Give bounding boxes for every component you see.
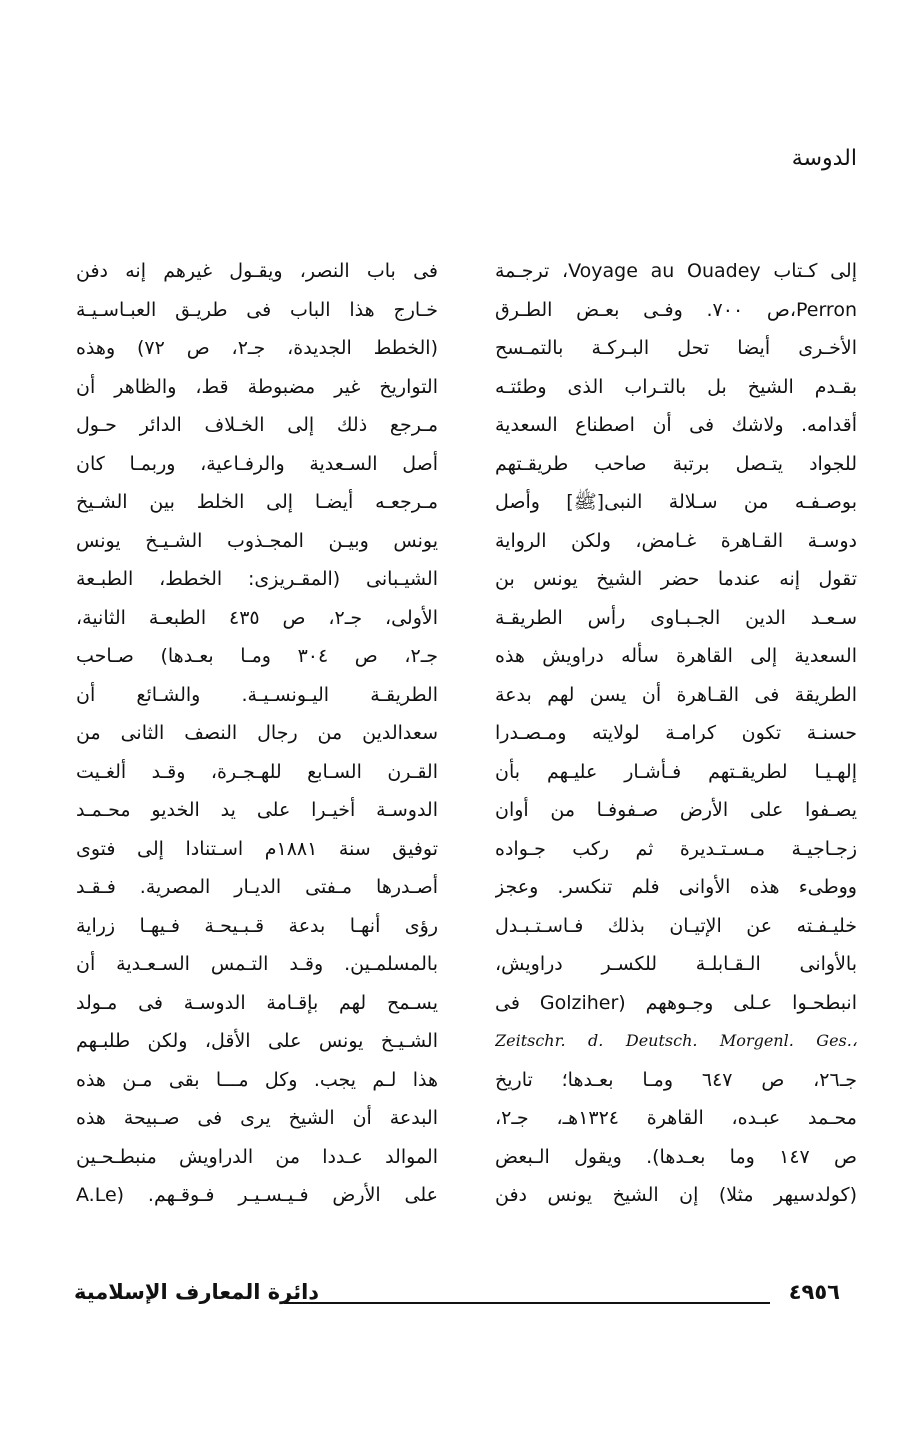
text-line: يسـمح لهم بإقـامة الدوسـة فى مـولد	[76, 991, 438, 1014]
left-column	[76, 252, 438, 1215]
text-line: يصـفوا على الأرض صـفوفـا من أوان	[495, 799, 857, 821]
text-line: الطريقة فى القـاهرة أن يسن لهم بدعة	[495, 683, 857, 706]
text-line: الأولى، جـ٢، ص ٤٣٥ الطبعـة الثانية،	[76, 606, 438, 629]
text-line: دوسـة القـاهرة غـامض، ولكن الرواية	[495, 529, 857, 552]
text-line: السعدية إلى القاهرة سأله دراويش هذه	[495, 645, 857, 667]
text-line: Perron،ص ٧٠٠. وفـى بعـض الطـرق	[495, 298, 857, 321]
text-line: خليـفـته عن الإتيـان بذلك فـاسـتـبـدل	[495, 914, 857, 937]
text-line: الشـيـخ يونس على الأقل، ولكن طلبـهم	[76, 1030, 438, 1052]
text-line: سـعـد الدين الجـبـاوى رأس الطريقـة	[495, 606, 857, 629]
text-line: أصل السـعدية والرفـاعية، وربمـا كان	[76, 452, 438, 475]
text-line: القـرن السـابع للهـجـرة، وقـد ألغـيت	[76, 760, 438, 783]
text-line: خـارج هذا الباب فى طريـق العبـاسـيـة	[76, 298, 438, 321]
text-line: أقدامه. ولاشك فى أن اصطناع السعدية	[495, 414, 857, 436]
text-line: بالأوانى الـقـابلـة للكسـر دراويش،	[495, 953, 857, 975]
right-column	[495, 252, 857, 1215]
text-line: تقول إنه عندما حضر الشيخ يونس بن	[495, 568, 857, 590]
text-line: (كولدسيهر مثلا) إن الشيخ يونس دفن	[495, 1184, 857, 1206]
text-line: أصـدرها مـفتى الديـار المصرية. فـقـد	[76, 876, 438, 898]
text-line: إلهـيـا لطريقـتهم فـأشـار عليـهم بأن	[495, 760, 857, 783]
text-line: فى باب النصر، ويقـول غيرهم إنه دفن	[76, 260, 438, 282]
text-line: الأخـرى أيضا تحل البـركـة بالتمـسح	[495, 337, 857, 359]
text-line: رؤى أنهـا بدعة قـبـيحـة فـيهـا زراية	[76, 914, 438, 937]
text-line: إلى كـتاب Voyage au Ouadey، ترجـمة	[495, 260, 857, 282]
footer-title: دائرة المعارف الإسلامية	[74, 1280, 320, 1304]
text-line: بوصـفـه من سـلالة النبى[ﷺ] وأصل	[495, 491, 857, 513]
text-line: للجواد يتـصل برتبة صاحب طريقـتهم	[495, 452, 857, 475]
text-line: الموالد عـددا من الدراويش منبطـحـين	[76, 1145, 438, 1168]
text-line: ص ١٤٧ وما بعـدها). ويقول الـبعض	[495, 1145, 857, 1168]
text-line: ووطىء هذه الأوانى فلم تنكسر. وعجز	[495, 876, 857, 898]
text-line-latin: Zeitschr. d. Deutsch. Morgenl. Ges.،	[495, 1031, 857, 1050]
text-line: هذا لـم يجب. وكل مـــا بقى مـن هذه	[76, 1068, 438, 1091]
text-line: سعدالدين من رجال النصف الثانى من	[76, 722, 438, 744]
running-head: الدوسة	[791, 146, 857, 171]
text-line: يونس وبيـن المجـذوب الشـيـخ يونس	[76, 529, 438, 552]
text-line: الطريقـة اليـونسـيـة. والشـائع أن	[76, 683, 438, 706]
text-line: البدعة أن الشيخ يرى فى صـبيحة هذه	[76, 1107, 438, 1129]
page-footer	[74, 1280, 840, 1320]
text-line: بقـدم الشيخ بل بالتـراب الذى وطئتـه	[495, 375, 857, 398]
text-line: توفيق سنة ١٨٨١م اسـتنادا إلى فتوى	[76, 837, 438, 860]
text-line: جـ٢٦، ص ٦٤٧ ومـا بعـدها؛ تاريخ	[495, 1068, 857, 1091]
text-line: بالمسلمـين. وقـد التـمس السـعـدية أن	[76, 953, 438, 975]
text-line: الدوسـة أخيـرا على يد الخديو محـمـد	[76, 799, 438, 821]
footer-divider	[284, 1302, 770, 1304]
text-line: انبطحـوا عـلى وجـوههم (Golziher فى	[495, 991, 857, 1014]
page-number: ٤٩٥٦	[788, 1280, 840, 1304]
text-line: التواريخ غير مضبوطة قط، والظاهر أن	[76, 375, 438, 398]
text-line: مـرجع ذلك إلى الخـلاف الدائر حـول	[76, 414, 438, 436]
text-line: (الخطط الجديدة، جـ٢، ص ٧٢) وهذه	[76, 337, 438, 359]
text-line: زجـاجيـة مـسـتـديرة ثم ركب جـواده	[495, 837, 857, 860]
text-line: جـ٢، ص ٣٠٤ ومـا بعـدها) صـاحب	[76, 645, 438, 667]
text-line: محـمد عبـده، القاهرة ١٣٢٤هـ، جـ٢،	[495, 1107, 857, 1129]
text-line: على الأرض فـيـسـيـر فـوقـهم. (A.Le	[76, 1184, 438, 1206]
text-line: مـرجعـه أيضـا إلى الخلط بين الشـيخ	[76, 491, 438, 513]
text-line: حسنـة تكون كرامـة لولايته ومـصـدرا	[495, 722, 857, 744]
text-line: الشيـبانى (المقـريزى: الخطط، الطبـعة	[76, 568, 438, 590]
